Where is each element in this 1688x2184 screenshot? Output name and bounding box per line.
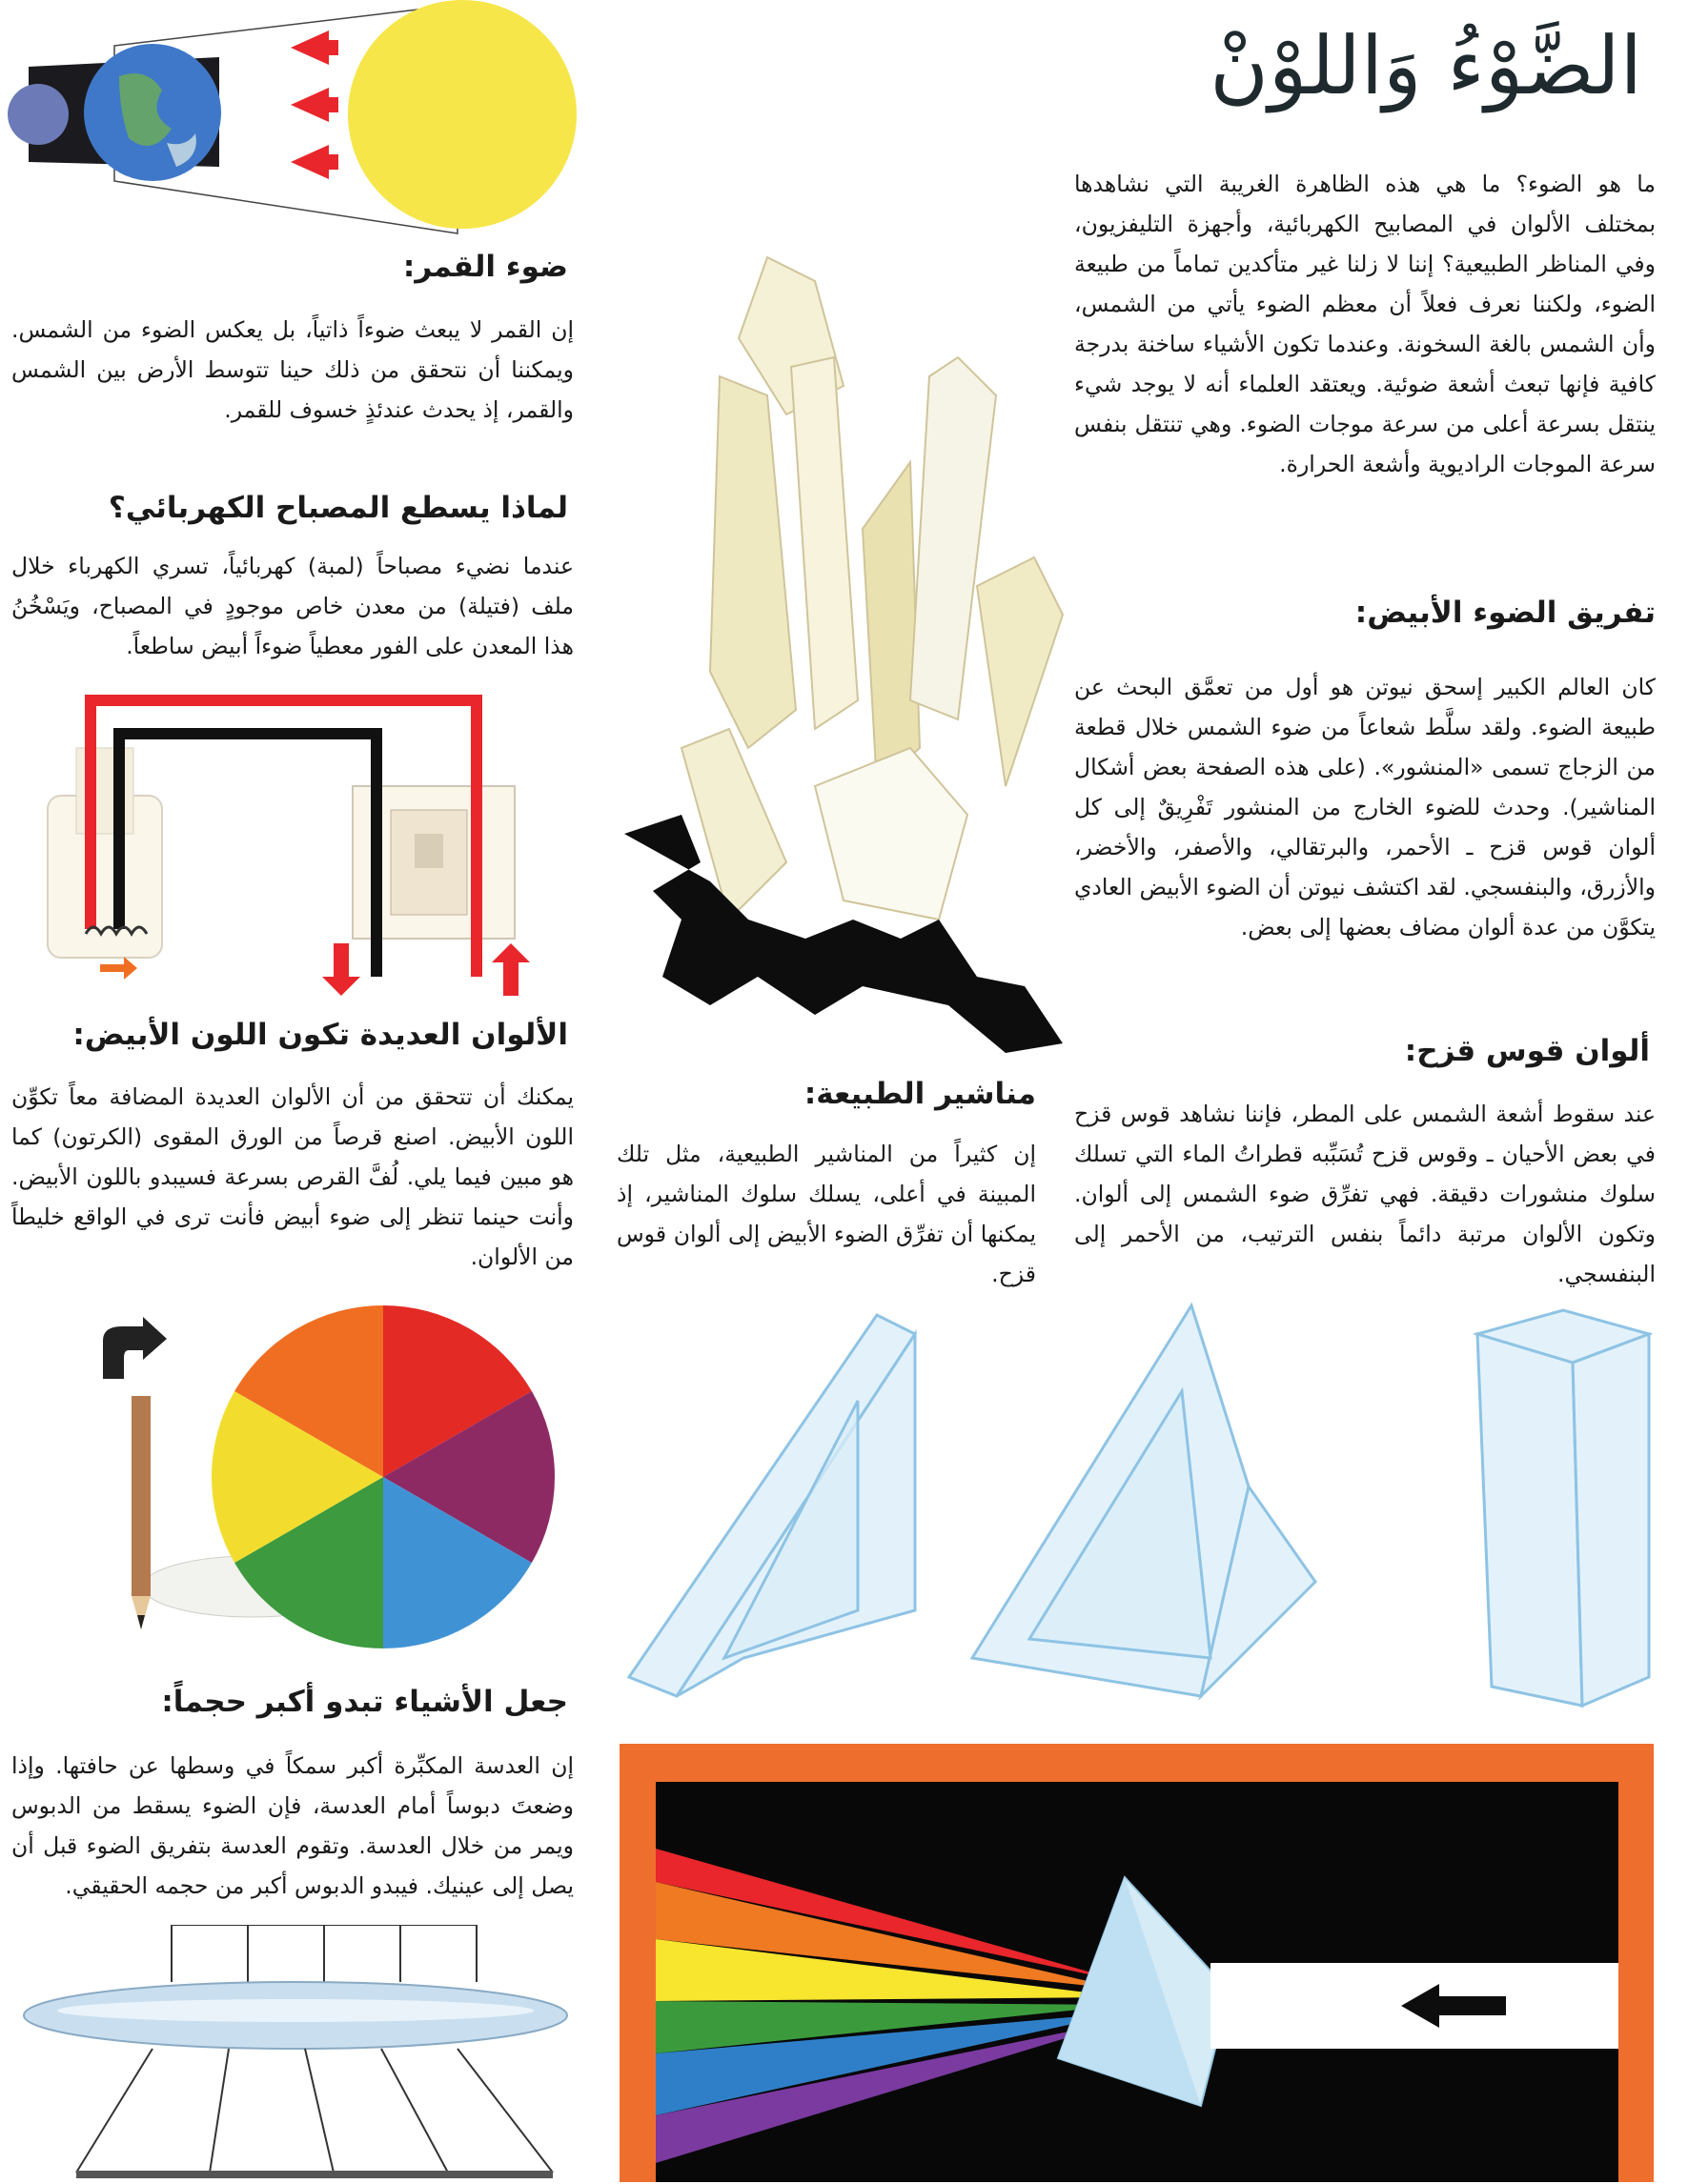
- colors-white-heading: الألوان العديدة تكون اللون الأبيض:: [72, 1018, 568, 1052]
- moonlight-heading: ضوء القمر:: [402, 250, 568, 284]
- rainbow-text: عند سقوط أشعة الشمس على المطر، فإننا نشاهد قوس قزح في بعض الأحيان ـ وقوس قزح تُسَبِّبه قطراتُ الماء التي تسلك سلوك منشورات دقيقة. فهي تفرِّق ضوء الشمس إلى ألوان. وتكون الألوان مرتبة دائماً بنفس الترتيب، من الأحمر إلى البنفسجي.: [1074, 1101, 1656, 1287]
- natural-prisms-text: إن كثيراً من المناشير الطبيعية، مثل تلك المبينة في أعلى، يسلك سلوك المناشير، إذ يمكنها أن تفرِّق الضوء الأبيض إلى ألوان قوس قزح.: [617, 1141, 1036, 1287]
- lamp-circuit-icon: [38, 691, 553, 996]
- lamp-text: عندما نضيء مصباحاً (لمبة) كهربائياً، تسري الكهرباء خلال ملف (فتيلة) من معدن خاص موجودٍ في المصباح، ويَسْخُنُ هذا المعدن على الفور معطياً ضوءاً أبيض ساطعاً.: [11, 553, 574, 659]
- lamp-heading: لماذا يسطع المصباح الكهربائي؟: [108, 491, 568, 525]
- page-title: الضَّوْءُ وَاللوْنْ: [1210, 19, 1642, 112]
- magnify-heading: جعل الأشياء تبدو أكبر حجماً:: [161, 1685, 568, 1719]
- natural-prisms-heading: مناشير الطبيعة:: [803, 1077, 1036, 1111]
- magnify-text: إن العدسة المكبِّرة أكبر سمكاً في وسطها عن حافتها. وإذا وضعتَ دبوساً أمام العدسة، فإن الضوء يسقط من الدبوس ويمر من خلال العدسة. وتقوم العدسة بتفريق الضوء قبل أن يصل إلى عينيك. فيبدو الدبوس أكبر من حجمه الحقيقي.: [11, 1752, 574, 1899]
- rainbow-heading: ألوان قوس قزح:: [1404, 1034, 1650, 1068]
- prism-spectrum-icon: [620, 1744, 1654, 2182]
- moonlight-text: إن القمر لا يبعث ضوءاً ذاتياً، بل يعكس الضوء من الشمس. ويمكننا أن نتحقق من ذلك حينا تتوسط الأرض بين الشمس والقمر، إذ يحدث عندئذٍ خسوف للقمر.: [11, 316, 574, 423]
- colors-white-text: يمكنك أن تتحقق من أن الألوان العديدة المضافة معاً تكوِّن اللون الأبيض. اصنع قرصاً من الورق المقوى (الكرتون) كما هو مبين فيما يلي. لُفَّ القرص بسرعة فسيبدو باللون الأبيض. وأنت حينما تنظر إلى ضوء أبيض فأنت ترى في الواقع خليطاً من الألوان.: [11, 1083, 574, 1270]
- color-wheel-spinner-icon: [76, 1301, 572, 1682]
- sun-earth-moon-eclipse-icon: [0, 0, 581, 238]
- intro-text: ما هو الضوء؟ ما هي هذه الظاهرة الغريبة التي نشاهدها بمختلف الألوان في المصابيح الكهربائية، وأجهزة التليفزيون، وفي المناظر الطبيعية؟ إننا لا زلنا غير متأكدين تماماً من طبيعة الضوء، ولكننا نعرف فعلاً أن معظم الضوء يأتي من الشمس، وأن الشمس بالغة السخونة. وعندما تكون الأشياء ساخنة بدرجة كافية فإنها تبعث أشعة ضوئية. ويعتقد العلماء أنه لا يوجد شيء ينتقل بسرعة أعلى من سرعة موجات الضوء. وهي تنتقل بنفس سرعة الموجات الراديوية وأشعة الحرارة.: [1074, 171, 1656, 477]
- magnifying-lens-icon: [19, 1925, 572, 2184]
- dispersion-text: كان العالم الكبير إسحق نيوتن هو أول من تعمَّق البحث عن طبيعة الضوء. ولقد سلَّط شعاعاً من ضوء الشمس خلال قطعة من الزجاج تسمى «المنشور». (على هذه الصفحة بعض أشكال المناشير). وحدث للضوء الخارج من المنشور تَفْرِيقٌ إلى كل ألوان قوس قزح ـ الأحمر، والبرتقالي، والأصفر، والأخضر، والأزرق، والبنفسجي. لقد اكتشف نيوتن أن الضوء الأبيض العادي يتكوَّن من عدة ألوان مضاف بعضها إلى بعض.: [1074, 674, 1656, 940]
- dispersion-heading: تفريق الضوء الأبيض:: [1354, 596, 1656, 630]
- glass-prisms-icon: [620, 1296, 1658, 1715]
- crystal-cluster-icon: [624, 253, 1082, 1062]
